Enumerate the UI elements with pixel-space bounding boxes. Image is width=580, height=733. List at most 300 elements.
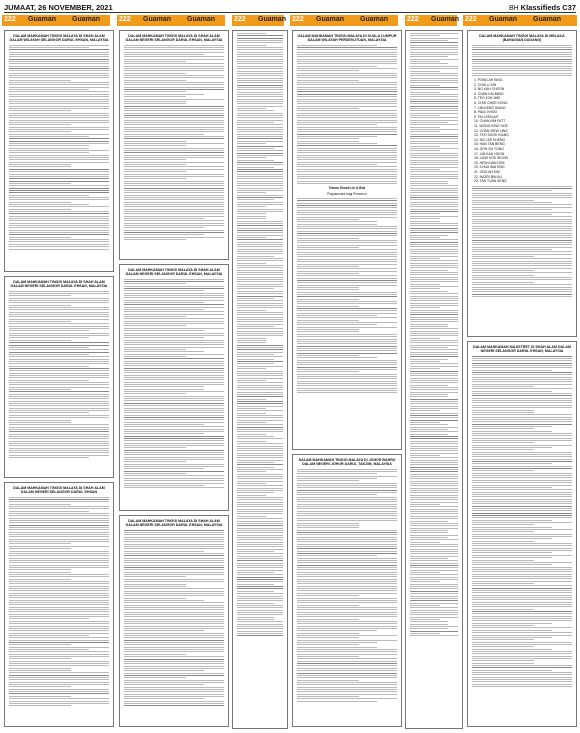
text-line (410, 446, 458, 447)
text-line (297, 553, 397, 554)
text-line (124, 609, 224, 610)
text-line (124, 110, 224, 111)
text-line (410, 59, 458, 60)
text-line (410, 366, 458, 367)
text-line (124, 579, 224, 580)
text-line (297, 350, 397, 351)
notice-body (9, 45, 109, 250)
category-band (232, 15, 287, 26)
column-1 (4, 30, 112, 727)
text-line (237, 110, 274, 111)
text-line (472, 508, 572, 509)
text-line (472, 623, 552, 624)
firm-role: Peguamcara bagi Pemohon (327, 191, 367, 196)
text-line (9, 134, 109, 135)
text-line (410, 633, 440, 634)
text-line (297, 696, 359, 697)
text-line (297, 324, 377, 325)
text-line (9, 84, 109, 85)
text-line (9, 377, 109, 378)
text-line (124, 403, 224, 404)
text-line (472, 531, 534, 532)
text-line (472, 494, 572, 495)
text-line (124, 101, 186, 102)
text-line (9, 110, 71, 111)
text-line (237, 122, 274, 123)
text-line (297, 134, 397, 135)
text-line (297, 252, 397, 253)
text-line (124, 576, 186, 577)
text-line (124, 183, 224, 184)
text-line (410, 417, 458, 418)
text-line (410, 408, 458, 409)
text-line (237, 305, 283, 306)
text-line (124, 443, 224, 444)
text-line (124, 91, 186, 92)
text-line (237, 291, 283, 292)
text-line (297, 605, 359, 606)
text-line (9, 136, 89, 137)
text-line (410, 448, 458, 449)
text-line (124, 122, 224, 123)
text-line (237, 190, 283, 191)
text-line (410, 117, 458, 118)
legal-notice (292, 454, 402, 727)
text-line (472, 56, 572, 57)
text-line (237, 244, 283, 245)
text-line (472, 263, 572, 264)
text-line (124, 696, 224, 697)
text-line (297, 343, 397, 344)
text-line (410, 33, 458, 34)
text-line (297, 579, 397, 580)
text-line (410, 199, 458, 200)
text-line (9, 174, 109, 175)
column-4 (467, 30, 575, 727)
text-line (9, 56, 109, 57)
text-line (9, 436, 109, 437)
text-line (410, 359, 448, 360)
text-line (472, 195, 572, 196)
text-line (124, 52, 224, 53)
text-line (472, 475, 572, 476)
text-line (237, 284, 283, 285)
text-line (9, 398, 109, 399)
text-line (124, 124, 224, 125)
text-line (410, 588, 458, 589)
text-line (9, 522, 109, 523)
text-line (472, 552, 552, 553)
text-line (410, 312, 458, 313)
text-line (410, 516, 458, 517)
text-line (9, 96, 109, 97)
text-line (410, 556, 458, 557)
defendant-name: 14. NG LEE KHENG (474, 137, 506, 142)
text-line (297, 663, 397, 664)
text-line (410, 610, 458, 611)
text-line (410, 49, 458, 50)
text-line (410, 136, 458, 137)
text-line (237, 117, 283, 118)
text-line (237, 361, 283, 362)
text-line (237, 614, 283, 615)
text-line (297, 210, 397, 211)
text-line (472, 477, 572, 478)
text-line (237, 596, 283, 597)
text-line (237, 335, 283, 336)
text-line (410, 422, 440, 423)
text-line (237, 429, 283, 430)
text-line (124, 368, 224, 369)
text-line (410, 401, 458, 402)
text-line (410, 532, 448, 533)
text-line (472, 583, 534, 584)
text-line (472, 426, 552, 427)
text-line (9, 223, 109, 224)
text-line (297, 348, 397, 349)
text-line (472, 277, 572, 278)
text-line (410, 310, 458, 311)
text-line (237, 136, 283, 137)
text-line (9, 618, 89, 619)
text-line (297, 588, 397, 589)
text-line (410, 82, 458, 83)
text-line (237, 267, 283, 268)
text-line (297, 203, 397, 204)
text-line (297, 315, 377, 316)
text-line (472, 251, 572, 252)
notice-body (297, 198, 397, 394)
text-line (410, 85, 440, 86)
text-line (410, 600, 458, 601)
text-line (237, 42, 283, 43)
text-line (9, 241, 109, 242)
text-line (237, 438, 283, 439)
text-line (410, 242, 458, 243)
text-line (9, 670, 71, 671)
text-line (124, 633, 224, 634)
text-line (410, 288, 440, 289)
text-line (9, 143, 109, 144)
text-line (472, 296, 572, 297)
text-line (9, 525, 109, 526)
text-line (410, 143, 458, 144)
text-line (297, 61, 397, 62)
text-line (472, 377, 572, 378)
text-line (124, 99, 224, 100)
text-line (9, 131, 71, 132)
text-line (410, 614, 458, 615)
text-line (237, 169, 283, 170)
text-line (472, 644, 572, 645)
text-line (237, 157, 266, 158)
text-line (124, 656, 224, 657)
text-line (410, 223, 458, 224)
text-line (297, 245, 397, 246)
text-line (297, 586, 397, 587)
text-line (472, 642, 572, 643)
text-line (410, 225, 458, 226)
text-line (124, 131, 224, 132)
text-line (237, 546, 283, 547)
text-line (124, 96, 186, 97)
text-line (237, 35, 283, 36)
text-line (410, 183, 448, 184)
text-line (9, 677, 109, 678)
text-line (9, 319, 109, 320)
text-line (9, 347, 89, 348)
text-line (9, 391, 109, 392)
text-line (297, 317, 397, 318)
text-line (237, 232, 283, 233)
text-line (9, 654, 109, 655)
text-line (124, 148, 224, 149)
text-line (9, 333, 109, 334)
text-line (297, 378, 397, 379)
text-line (124, 206, 224, 207)
text-line (472, 45, 572, 46)
text-line (237, 40, 283, 41)
text-line (237, 124, 283, 125)
text-line (237, 338, 266, 339)
text-line (472, 461, 572, 462)
text-line (124, 157, 224, 158)
text-line (297, 157, 397, 158)
text-line (124, 227, 204, 228)
text-line (124, 73, 186, 74)
text-line (410, 387, 458, 388)
text-line (124, 649, 224, 650)
text-line (472, 527, 552, 528)
text-line (237, 506, 283, 507)
text-line (297, 159, 397, 160)
text-line (297, 598, 397, 599)
text-line (237, 368, 266, 369)
text-line (237, 92, 283, 93)
text-line (9, 443, 109, 444)
text-line (9, 190, 109, 191)
text-line (472, 200, 534, 201)
text-line (124, 129, 224, 130)
text-line (237, 537, 283, 538)
text-line (297, 150, 397, 151)
text-line (124, 176, 224, 177)
category-label: Guaman (316, 16, 345, 23)
text-line (410, 89, 458, 90)
text-line (410, 80, 458, 81)
text-line (124, 440, 224, 441)
text-line (9, 148, 89, 149)
text-line (237, 87, 283, 88)
text-line (410, 434, 448, 435)
text-line (124, 539, 224, 540)
text-line (472, 560, 534, 561)
text-line (410, 235, 448, 236)
text-line (472, 630, 552, 631)
text-line (124, 54, 204, 55)
text-line (410, 539, 458, 540)
text-line (297, 469, 397, 470)
text-line (9, 230, 109, 231)
text-line (9, 583, 109, 584)
text-line (472, 391, 552, 392)
text-line (124, 335, 224, 336)
text-line (9, 501, 109, 502)
text-line (237, 326, 274, 327)
text-line (237, 251, 283, 252)
text-line (124, 302, 204, 303)
text-line (124, 530, 224, 531)
legal-notice (119, 264, 229, 511)
text-line (297, 480, 359, 481)
text-line (297, 273, 359, 274)
text-line (410, 230, 458, 231)
text-line (297, 200, 397, 201)
text-line (124, 82, 224, 83)
text-line (124, 698, 204, 699)
text-line (124, 356, 186, 357)
text-line (124, 379, 224, 380)
text-line (237, 607, 283, 608)
text-line (297, 513, 397, 514)
text-line (410, 333, 458, 334)
text-line (237, 303, 283, 304)
text-line (410, 586, 458, 587)
text-line (472, 384, 572, 385)
text-line (297, 292, 397, 293)
text-line (124, 433, 204, 434)
text-line (472, 61, 572, 62)
text-line (297, 70, 359, 71)
text-line (9, 394, 109, 395)
text-line (237, 63, 283, 64)
text-line (410, 115, 440, 116)
text-line (297, 138, 359, 139)
text-line (297, 612, 397, 613)
text-line (237, 209, 283, 210)
text-line (9, 609, 109, 610)
text-line (237, 120, 283, 121)
text-line (9, 586, 109, 587)
text-line (472, 405, 572, 406)
text-line (9, 124, 71, 125)
text-line (237, 47, 283, 48)
text-line (410, 314, 458, 315)
text-line (9, 614, 109, 615)
text-line (410, 525, 458, 526)
text-line (410, 286, 458, 287)
text-line (472, 496, 572, 497)
text-line (124, 117, 224, 118)
text-line (237, 213, 266, 214)
text-line (472, 667, 572, 668)
text-line (124, 391, 224, 392)
text-line (410, 176, 458, 177)
text-line (9, 218, 109, 219)
text-line (9, 302, 109, 303)
text-line (237, 441, 266, 442)
text-line (410, 42, 458, 43)
legal-notice-continued (232, 30, 288, 729)
text-line (124, 468, 204, 469)
text-line (237, 293, 283, 294)
text-line (297, 483, 397, 484)
text-line (124, 558, 224, 559)
text-line (124, 344, 224, 345)
text-line (410, 293, 458, 294)
text-line (237, 373, 283, 374)
text-line (9, 450, 109, 451)
text-line (237, 333, 283, 334)
notice-title: DALAM MAHKAMAH MAJISTRET DI SHAH ALAM DALAM NEGERI SELANGOR DARUL EHSAN, MALAYSIA (473, 345, 571, 354)
text-line (237, 499, 283, 500)
text-line (410, 420, 458, 421)
text-line (472, 49, 572, 50)
text-line (237, 417, 283, 418)
text-line (472, 543, 572, 544)
notice-title: DALAM MAHKAMAH TINGGI MALAYA DI SHAH ALAM DALAM NEGERI SELANGOR DARUL EHSAN, MALAYSIA (125, 34, 223, 43)
text-line (410, 535, 458, 536)
text-line (9, 705, 71, 706)
text-line (124, 408, 224, 409)
text-line (410, 68, 458, 69)
text-line (297, 572, 397, 573)
text-line (9, 309, 109, 310)
text-line (9, 47, 89, 48)
text-line (297, 115, 397, 116)
text-line (237, 230, 283, 231)
category-label: Guaman (360, 16, 389, 23)
text-line (237, 265, 283, 266)
text-line (410, 544, 458, 545)
text-line (410, 474, 458, 475)
text-line (297, 511, 397, 512)
text-line (237, 253, 283, 254)
text-line (410, 265, 458, 266)
text-line (410, 453, 458, 454)
text-line (410, 56, 448, 57)
text-line (9, 178, 109, 179)
text-line (297, 66, 377, 67)
text-line (124, 293, 224, 294)
text-line (124, 483, 224, 484)
text-line (472, 548, 572, 549)
text-line (237, 431, 283, 432)
text-line (472, 395, 572, 396)
text-line (297, 296, 397, 297)
text-line (9, 539, 109, 540)
text-line (297, 630, 377, 631)
text-line (124, 333, 224, 334)
text-line (237, 424, 283, 425)
notice-body (9, 497, 109, 707)
text-line (472, 653, 572, 654)
text-line (237, 603, 274, 604)
text-line (237, 274, 283, 275)
text-line (9, 220, 109, 221)
text-line (9, 361, 109, 362)
text-line (9, 197, 109, 198)
text-line (237, 380, 266, 381)
text-line (237, 225, 283, 226)
text-line (410, 598, 458, 599)
text-line (124, 675, 224, 676)
text-line (297, 541, 397, 542)
text-line (297, 212, 397, 213)
text-line (9, 52, 109, 53)
text-line (124, 560, 224, 561)
text-line (124, 480, 224, 481)
